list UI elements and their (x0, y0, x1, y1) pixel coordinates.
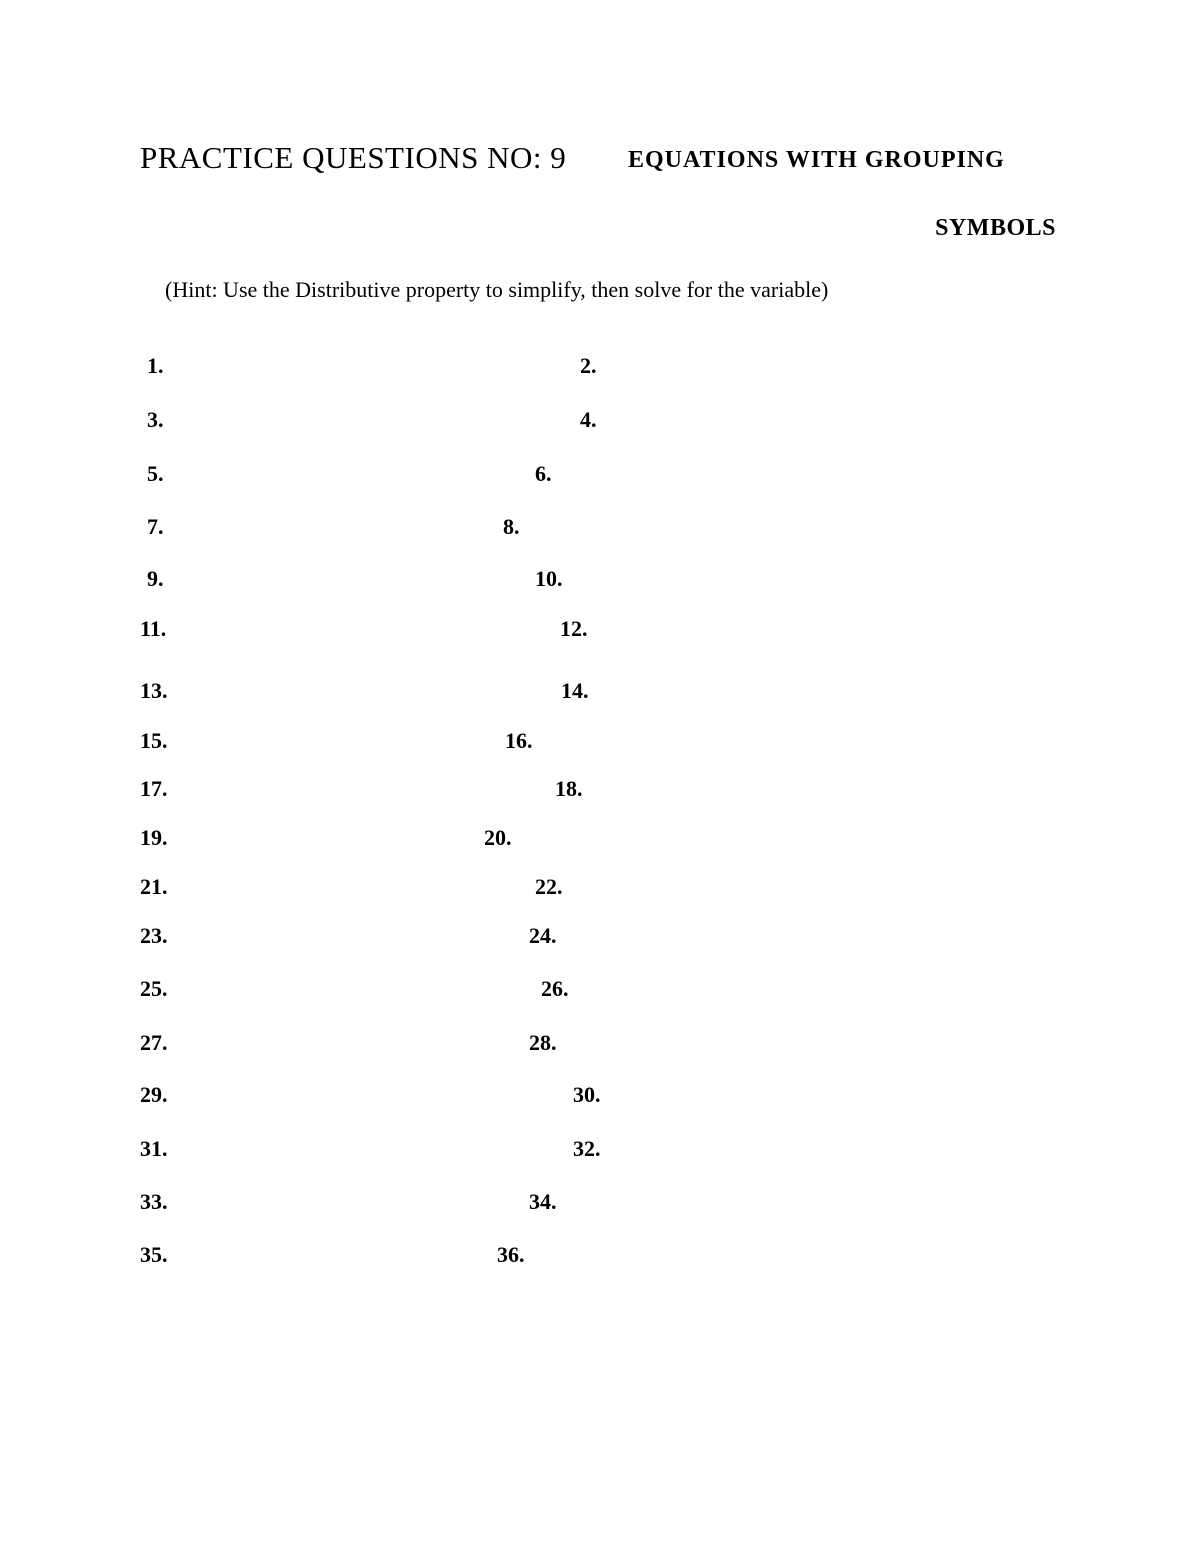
question-number-27: 27. (140, 1030, 168, 1055)
question-number-36: 36. (497, 1242, 525, 1267)
question-number-13: 13. (140, 678, 168, 703)
question-number-6: 6. (535, 461, 552, 486)
question-number-11: 11. (140, 616, 167, 641)
question-number-9: 9. (147, 566, 164, 591)
question-number-2: 2. (580, 353, 597, 378)
question-number-29: 29. (140, 1082, 168, 1107)
question-number-10: 10. (535, 566, 563, 591)
question-number-33: 33. (140, 1189, 168, 1214)
question-number-5: 5. (147, 461, 164, 486)
question-number-12: 12. (560, 616, 588, 641)
question-number-21: 21. (140, 874, 168, 899)
question-number-19: 19. (140, 825, 168, 850)
question-number-22: 22. (535, 874, 563, 899)
question-number-30: 30. (573, 1082, 601, 1107)
question-number-20: 20. (484, 825, 512, 850)
question-number-16: 16. (505, 728, 533, 753)
question-number-26: 26. (541, 976, 569, 1001)
question-number-7: 7. (147, 514, 164, 539)
question-number-32: 32. (573, 1136, 601, 1161)
question-number-4: 4. (580, 407, 597, 432)
question-number-14: 14. (561, 678, 589, 703)
question-number-1: 1. (147, 353, 164, 378)
question-number-15: 15. (140, 728, 168, 753)
hint-text: (Hint: Use the Distributive property to simplify, then solve for the variable) (165, 277, 829, 302)
question-number-18: 18. (555, 776, 583, 801)
worksheet-topic: EQUATIONS WITH GROUPING (628, 147, 1005, 173)
question-number-23: 23. (140, 923, 168, 948)
question-number-25: 25. (140, 976, 168, 1001)
worksheet-title: PRACTICE QUESTIONS NO: 9 (140, 140, 567, 175)
worksheet-topic-continued: SYMBOLS (935, 215, 1056, 241)
question-number-35: 35. (140, 1242, 168, 1267)
question-number-31: 31. (140, 1136, 168, 1161)
question-number-24: 24. (529, 923, 557, 948)
question-number-34: 34. (529, 1189, 557, 1214)
question-number-8: 8. (503, 514, 520, 539)
question-number-28: 28. (529, 1030, 557, 1055)
question-number-3: 3. (147, 407, 164, 432)
question-number-17: 17. (140, 776, 168, 801)
